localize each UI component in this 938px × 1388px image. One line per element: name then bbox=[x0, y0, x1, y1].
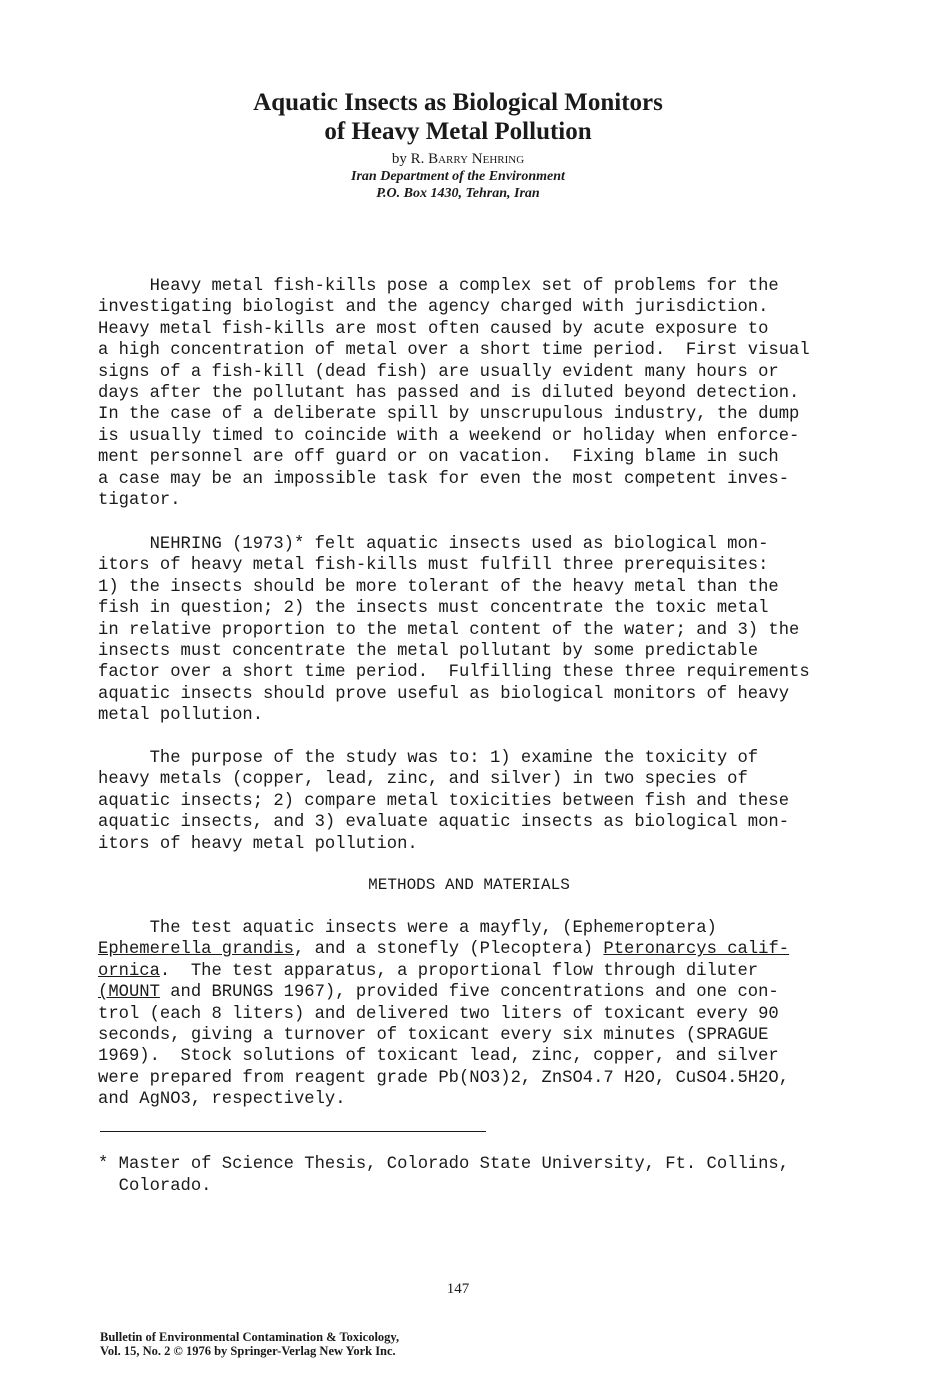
methods-line-8: were prepared from reagent grade Pb(NO3)2, ZnSO4.7 H2O, CuSO4.5H2O, bbox=[98, 1068, 790, 1088]
methods-line-5: trol (each 8 liters) and delivered two liters of toxicant every 90 bbox=[98, 1004, 779, 1024]
affiliation-line-2: P.O. Box 1430, Tehran, Iran bbox=[376, 186, 540, 201]
journal-citation bbox=[100, 1330, 399, 1358]
methods-line-6: seconds, giving a turnover of toxicant every six minutes (SPRAGUE bbox=[98, 1026, 769, 1046]
methods-line-2-mid: , and a stonefly (Plecoptera) bbox=[293, 940, 604, 960]
title-line-2: of Heavy Metal Pollution bbox=[324, 118, 592, 145]
paragraph-3: The purpose of the study was to: 1) examine the toxicity of heavy metals (copper, lead, zinc, and silver) in two species of aquatic insects; 2) compare metal toxicities between fish and these aquatic insects, and 3) evaluate aquatic insects as biological mon- itors of heavy metal pollution. bbox=[98, 749, 790, 854]
methods-line-9: and AgNO3, respectively. bbox=[98, 1090, 346, 1110]
article-title bbox=[0, 88, 916, 146]
affiliation-line-1: Iran Department of the Environment bbox=[351, 169, 565, 184]
section-heading: METHODS AND MATERIALS bbox=[368, 876, 570, 894]
footnote: * Master of Science Thesis, Colorado State University, Ft. Collins, Colorado. bbox=[98, 1155, 790, 1196]
page-number: 147 bbox=[446, 1281, 470, 1297]
affiliation bbox=[0, 168, 916, 202]
footnote-divider bbox=[100, 1131, 486, 1132]
species-ephemerella: Ephemerella grandis bbox=[98, 940, 294, 960]
journal-line-1: Bulletin of Environmental Contamination & Toxicology, bbox=[100, 1330, 400, 1344]
byline-prefix: by bbox=[391, 151, 407, 167]
title-line-1: Aquatic Insects as Biological Monitors bbox=[253, 89, 663, 116]
methods-line-7: 1969). Stock solutions of toxicant lead, zinc, copper, and silver bbox=[98, 1047, 779, 1067]
byline bbox=[0, 150, 916, 168]
methods-line-4-rest: and BRUNGS 1967), provided five concentrations and one con- bbox=[159, 983, 779, 1003]
species-pteronarcys-a: Pteronarcys calif- bbox=[603, 940, 790, 960]
methods-line-3-rest: . The test apparatus, a proportional flow through diluter bbox=[159, 961, 759, 981]
citation-mount: (MOUNT bbox=[98, 983, 160, 1003]
methods-paragraph bbox=[98, 918, 858, 1111]
species-pteronarcys-b: ornica bbox=[98, 961, 160, 981]
header-block bbox=[0, 88, 916, 202]
methods-line-1: The test aquatic insects were a mayfly, (Ephemeroptera) bbox=[98, 919, 717, 938]
author-name: R. Barry Nehring bbox=[410, 151, 525, 167]
paragraph-1: Heavy metal fish-kills pose a complex set of problems for the investigating biologist and the agency charged with jurisdiction. Heavy metal fish-kills are most often caused by acute exposure to a high concentration of metal over a short time period. First visual signs of a fish-kill (dead fish) are usually evident many hours or days after the pollutant has passed and is diluted beyond detection. In the case of a deliberate spill by unscrupulous industry, the dump is usually timed to coincide with a weekend or holiday when enforce- ment personnel are off guard or on vacation. Fixing blame in such a case may be an impossible task for even the most competent inves- tigator. bbox=[98, 277, 810, 511]
paragraph-2: NEHRING (1973)* felt aquatic insects used as biological mon- itors of heavy metal fish-kills must fulfill three prerequisites: 1) the insects should be more tolerant of the heavy metal than the fish in question; 2) the insects must concentrate the toxic metal in relative proportion to the metal content of the water; and 3) the insects must concentrate the metal pollutant by some predictable factor over a short time period. Fulfilling these three requirements aquatic insects should prove useful as biological monitors of heavy metal pollution. bbox=[98, 535, 810, 726]
journal-line-2: Vol. 15, No. 2 © 1976 by Springer-Verlag New York Inc. bbox=[100, 1344, 396, 1358]
